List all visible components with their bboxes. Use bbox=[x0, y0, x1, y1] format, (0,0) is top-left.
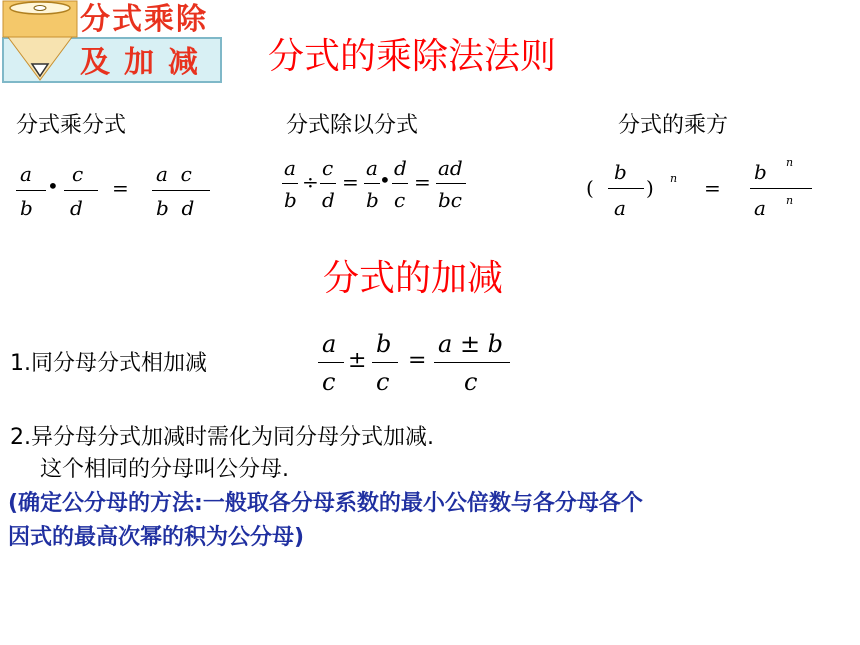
different-denominator-text: 2.异分母分式加减时需化为同分母分式加减. bbox=[10, 425, 434, 450]
header-badge bbox=[0, 0, 222, 86]
badge-title-line1: 分式乘除 bbox=[80, 2, 208, 37]
section-title-add-sub: 分式的加减 bbox=[323, 258, 504, 299]
common-denominator-text: 这个相同的分母叫公分母. bbox=[40, 457, 289, 482]
divide-formula: a b ÷ c d = a b • d c = ad bc bbox=[270, 150, 480, 220]
method-note-line2: 因式的最高次幂的积为公分母) bbox=[8, 525, 305, 550]
add-sub-formula: a c ± b c = a ± b c bbox=[312, 328, 522, 404]
badge-title-line2: 及加减 bbox=[80, 45, 212, 80]
multiply-rule-label: 分式乘分式 bbox=[16, 113, 127, 138]
same-denominator-label: 1.同分母分式相加减 bbox=[10, 351, 207, 376]
power-rule-label: 分式的乘方 bbox=[618, 113, 729, 138]
method-note-line1: (确定公分母的方法:一般取各分母系数的最小公倍数与各分母各个 bbox=[8, 491, 643, 516]
divide-rule-label: 分式除以分式 bbox=[286, 113, 419, 138]
power-formula: ( b a ) n = b n a n bbox=[580, 150, 830, 230]
page-title: 分式的乘除法法则 bbox=[268, 36, 557, 77]
multiply-formula: a b • c d = a c b d bbox=[0, 150, 240, 230]
